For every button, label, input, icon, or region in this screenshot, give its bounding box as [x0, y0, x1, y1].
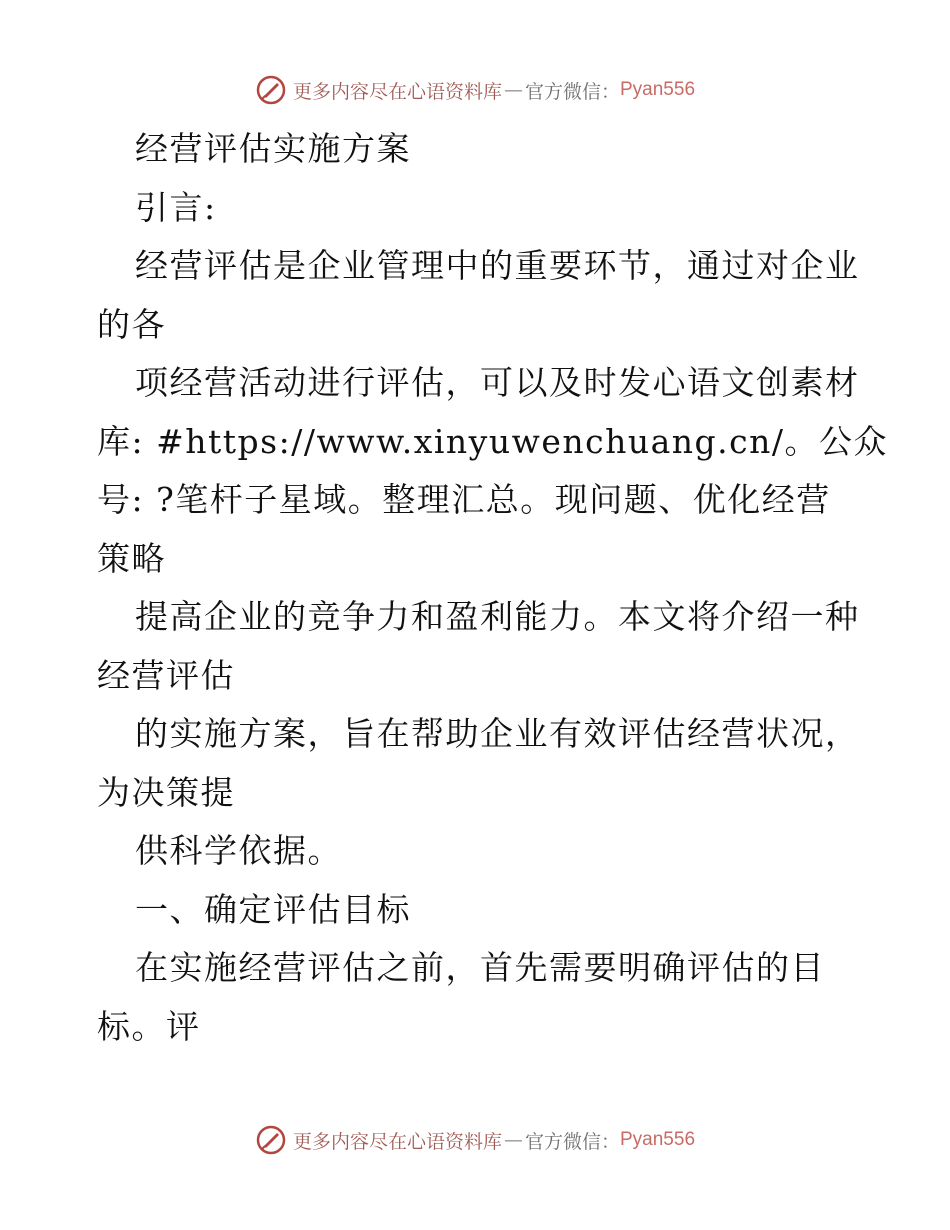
- text-line: 库: #https://www.xinyuwenchuang.cn/。公众: [97, 421, 888, 461]
- text-line: 策略: [97, 538, 166, 578]
- text-line: 项经营活动进行评估，可以及时发心语文创素材: [135, 363, 860, 402]
- text-line: 一、确定评估目标: [135, 889, 411, 929]
- header-banner: [0, 70, 950, 110]
- text-line: 经营评估实施方案: [135, 129, 411, 168]
- banner-text: 更多内容尽在心语资料库: [292, 1130, 502, 1153]
- quill-logo-icon: [255, 74, 287, 106]
- banner-wechat-id: Pyan556: [620, 79, 696, 100]
- footer-banner: [0, 1120, 950, 1160]
- text-line: 的实施方案，旨在帮助企业有效评估经营状况，: [135, 714, 860, 753]
- text-line: 在实施经营评估之前，首先需要明确评估的目: [135, 948, 825, 987]
- text-line: 经营评估: [97, 655, 235, 695]
- text-line: 为决策提: [97, 772, 235, 812]
- text-line: 提高企业的竞争力和盈利能力。本文将介绍一种: [135, 597, 860, 636]
- text-line: 供科学依据。: [135, 831, 342, 870]
- text-line: 号: ?笔杆子星域。整理汇总。现问题、优化经营: [97, 480, 831, 519]
- text-line: 引言:: [135, 187, 217, 227]
- text-line: 的各: [97, 304, 166, 344]
- text-line: 经营评估是企业管理中的重要环节，通过对企业: [135, 246, 860, 285]
- banner-wechat-label: 官方微信：: [524, 1130, 620, 1153]
- text-line: 标。评: [97, 1006, 201, 1046]
- banner-text: 更多内容尽在心语资料库: [292, 80, 502, 103]
- document-body: [97, 120, 888, 1056]
- quill-logo-icon: [255, 1124, 287, 1156]
- banner-separator: —: [503, 79, 523, 101]
- banner-wechat-label: 官方微信：: [524, 80, 620, 103]
- banner-wechat-id: Pyan556: [620, 1129, 696, 1150]
- banner-separator: —: [503, 1129, 523, 1151]
